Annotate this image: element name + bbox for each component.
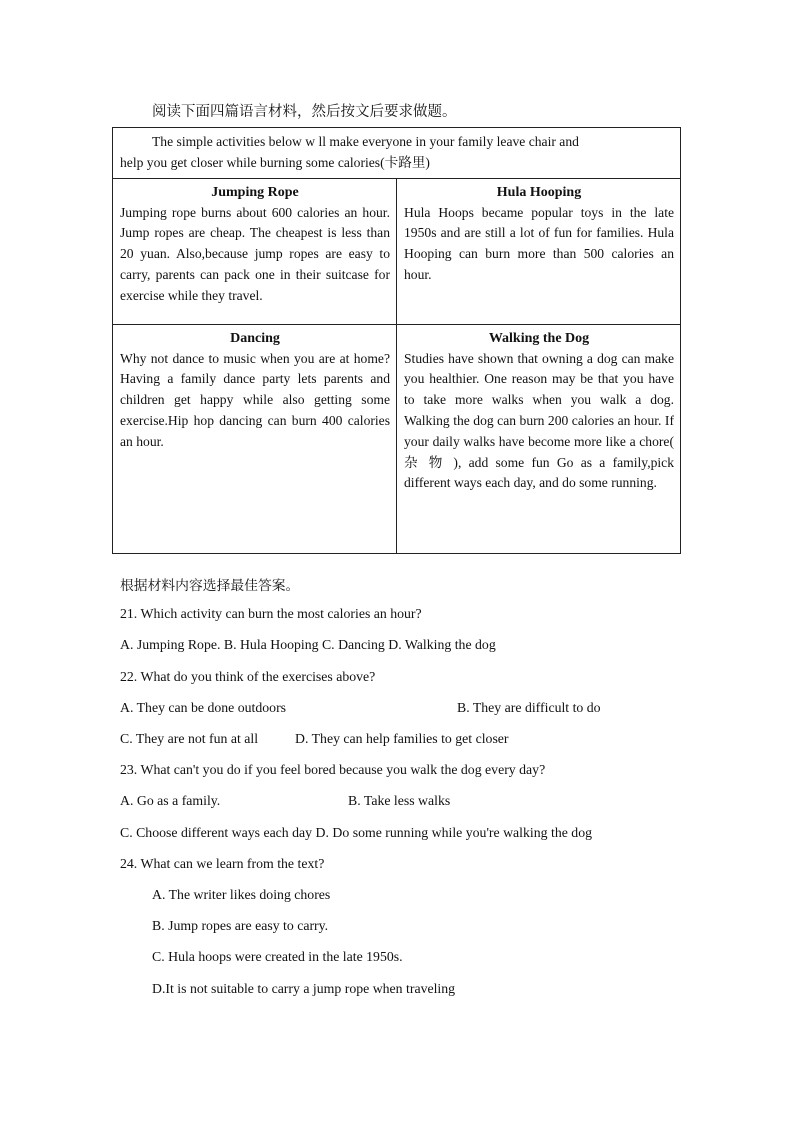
question-24-option-d: D.It is not suitable to carry a jump rope when traveling [152,981,456,996]
question-24-option-c: C. Hula hoops were created in the late 1950s. [152,949,403,964]
cell-title: Dancing [230,330,280,346]
option-b: B. They are difficult to do [457,700,601,715]
cell-title: Hula Hooping [496,184,582,200]
option-a: A. They can be done outdoors [120,700,287,715]
question-24-option-b: B. Jump ropes are easy to carry. [152,918,329,933]
question-23-options-ab [120,793,680,809]
question-21-options: A. Jumping Rope. B. Hula Hooping C. Dancing D. Walking the dog [120,637,496,652]
question-22-options-ab [120,700,680,716]
cell-title: Walking the Dog [488,330,590,346]
reading-instruction: 阅读下面四篇语言材料，然后按文后要求做题。 [152,104,457,120]
cell-body: Jumping rope burns about 600 calories an hour. Jump ropes are cheap. The cheapest is less than 20 yuan. Also,because jump ropes are easy to carry, parents can pack one in their suitcase for exercise while they travel. [120,204,390,303]
question-23: 23. What can't you do if you feel bored because you walk the dog every day? [120,762,546,777]
cell-title: Jumping Rope [211,184,299,200]
option-c: C. They are not fun at all [120,731,259,746]
passage-intro-cell [113,128,681,179]
cell-body: Hula Hoops became popular toys in the late 1950s and are still a lot of fun for families. Hula Hooping can burn more than 500 calories an hour. [404,204,674,282]
question-24: 24. What can we learn from the text? [120,856,325,871]
option-d: D. They can help families to get closer [295,731,509,746]
question-24-option-a: A. The writer likes doing chores [152,887,331,902]
passage-intro-line-2: help you get closer while burning some calories(卡路里) [120,154,430,170]
cell-hula-hooping [397,178,681,324]
question-22-options-cd [120,731,680,747]
passage-intro-line-1: The simple activities below w ll make everyone in your family leave chair and [152,134,579,149]
passage-table [112,127,681,554]
cell-dancing [113,324,397,553]
cell-jumping-rope [113,178,397,324]
questions-instruction: 根据材料内容选择最佳答案。 [120,578,300,593]
question-23-options-cd: C. Choose different ways each day D. Do some running while you're walking the dog [120,825,592,840]
cell-body: Studies have shown that owning a dog can make you healthier. One reason may be that you have to take more walks when you walk a dog. Walking the dog can burn 200 calories an hour. If your daily walks have become more like a chore( 杂 物 ), add some fun Go as a family,pick different ways each day, and do some running. [404,350,674,491]
option-b: B. Take less walks [348,793,451,808]
cell-walking-the-dog [397,324,681,553]
cell-body: Why not dance to music when you are at home? Having a family dance party lets parents and children get happy while also getting some exercise.Hip hop dancing can burn 400 calories an hour. [120,350,390,449]
question-21: 21. Which activity can burn the most calories an hour? [120,606,422,621]
option-a: A. Go as a family. [120,793,221,808]
question-22: 22. What do you think of the exercises above? [120,669,376,684]
